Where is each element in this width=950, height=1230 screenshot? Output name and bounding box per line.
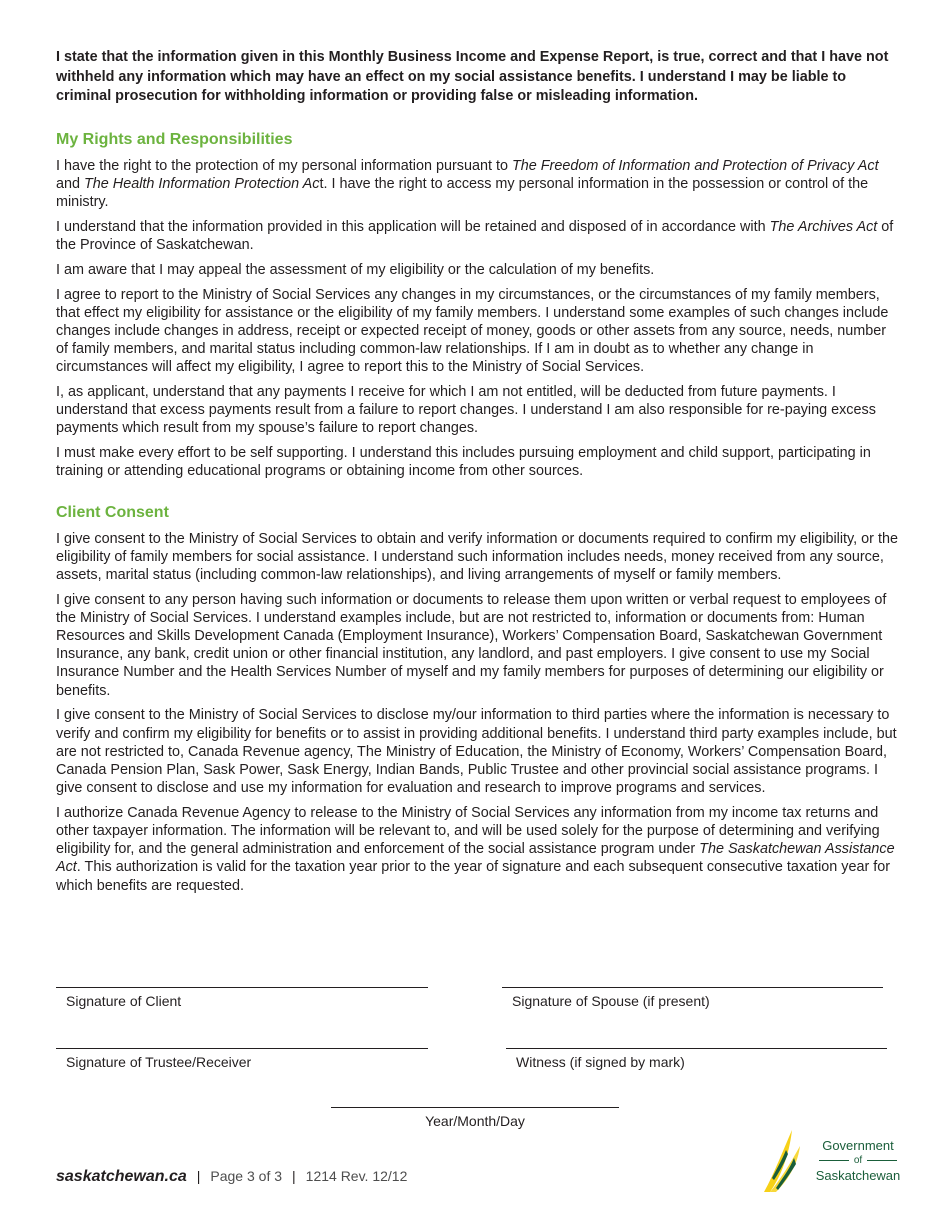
rights-section: [56, 130, 898, 481]
declaration-statement: I state that the information given in this Monthly Business Income and Expense Report, is true, correct and that I have not withheld any information which may have an effect on my social assistance benefits. I understand I may be liable to criminal prosecution for withholding information or providing false or misleading information.: [56, 49, 889, 105]
rights-paragraph-5: I, as applicant, understand that any payments I receive for which I am not entitled, will be deducted from future payments. I understand that excess payments result from a failure to report changes. I understand I am also responsible for re-paying excess payments which result from my spouse’s failure to report changes.: [56, 384, 876, 437]
consent-paragraph-3: I give consent to the Ministry of Social Services to disclose my/our information to third parties where the information is necessary to verify and confirm my eligibility for benefits or to assist in providing additional benefits. I understand third party examples include, but are not restricted to, Canada Revenue agency, The Ministry of Education, the Ministry of Economy, Workers’ Compensation Board, Canada Pension Plan, Sask Power, Sask Energy, Indian Bands, Public Trustee and other provincial social assistance programs. I give consent to disclose and use my information for evaluation and research to improve programs and services.: [56, 707, 897, 797]
wheat-sheaf-icon: [760, 1128, 806, 1194]
client-signature-label: Signature of Client: [66, 993, 182, 1009]
rights-paragraph-1: I have the right to the protection of my personal information pursuant to The Freedom of Information and Protection of Privacy Act and The Health Information Protection Act. I have the right to access my personal information in the possession or control of the ministry.: [56, 157, 879, 211]
witness-signature-label: Witness (if signed by mark): [516, 1054, 685, 1070]
client-signature-field[interactable]: [56, 987, 428, 1009]
page-number: Page 3 of 3: [210, 1168, 283, 1184]
date-field[interactable]: [331, 1107, 619, 1129]
website-link[interactable]: saskatchewan.ca: [56, 1168, 187, 1185]
footer-separator: |: [292, 1168, 296, 1184]
footer-separator: |: [196, 1168, 201, 1184]
rights-paragraph-2: I understand that the information provided in this application will be retained and disposed of in accordance with The Archives Act of the Province of Saskatchewan.: [56, 218, 894, 254]
witness-signature-field[interactable]: [506, 1048, 887, 1070]
signature-row-2: [56, 1048, 898, 1088]
date-line: [331, 1107, 619, 1108]
rights-paragraph-6: I must make every effort to be self supporting. I understand this includes pursuing employment and child support, participating in training or attending educational programs or obtaining income from other sources.: [56, 445, 871, 480]
signature-line: [56, 1048, 428, 1049]
document-body: [56, 48, 898, 901]
spouse-signature-field[interactable]: [502, 987, 883, 1009]
logo-line-1: Government: [822, 1138, 894, 1153]
consent-paragraph-4: I authorize Canada Revenue Agency to release to the Ministry of Social Services any information from my income tax returns and other taxpayer information. The information will be relevant to, and will be used solely for the purpose of determining and verifying eligibility for, and the general administration and enforcement of the social assistance program under The Saskatchewan Assistance Act. This authorization is valid for the taxation year prior to the year of signature and each subsequent consecutive taxation year for which benefits are requested.: [56, 804, 895, 894]
consent-paragraph-2: I give consent to any person having such information or documents to release them upon written or verbal request to employees of the Ministry of Social Services. I understand examples include, but are not restricted to, information or documents from: Human Resources and Skills Development Canada (Employment Insurance), Workers’ Compensation Board, Saskatchewan Government Insurance, any bank, credit union or other financial institution, any landlord, and past employers. I give consent to use my Social Insurance Number and the Health Services Number of myself and my family members for purposes of determining our eligibility or benefits.: [56, 591, 887, 699]
signature-line: [506, 1048, 887, 1049]
trustee-signature-field[interactable]: [56, 1048, 428, 1070]
signature-line: [502, 987, 883, 988]
rights-heading: My Rights and Responsibilities: [56, 130, 293, 148]
spouse-signature-label: Signature of Spouse (if present): [512, 993, 710, 1009]
signature-line: [56, 987, 428, 988]
trustee-signature-label: Signature of Trustee/Receiver: [66, 1054, 252, 1070]
government-logo: [760, 1128, 910, 1198]
rights-paragraph-4: I agree to report to the Ministry of Social Services any changes in my circumstances, or the circumstances of my family members, that effect my eligibility for assistance or the eligibility of my family members. I understand some examples of such changes include changes include changes in address, receipt or expected receipt of money, goods or other assets from any source, needs, number of family members, and marital status including common-law relationships. If I am in doubt as to whether any change in circumstances will affect my eligibility, I agree to report this to the Ministry of Social Services.: [56, 286, 889, 376]
page-footer: [56, 1168, 407, 1186]
form-number: 1214 Rev. 12/12: [305, 1168, 408, 1184]
logo-line-2: of: [808, 1153, 908, 1168]
date-label: Year/Month/Day: [425, 1113, 525, 1129]
rights-paragraph-3: I am aware that I may appeal the assessment of my eligibility or the calculation of my benefits.: [56, 261, 655, 278]
signature-row-1: [56, 987, 898, 1027]
consent-section: [56, 503, 898, 895]
consent-paragraph-1: I give consent to the Ministry of Social Services to obtain and verify information or documents required to confirm my eligibility, or the eligibility of family members for social assistance. I understand such information includes needs, money received from any source, assets, marital status (including common-law relationships), and living arrangements of myself or family members.: [56, 530, 898, 583]
logo-line-3: Saskatchewan: [815, 1168, 901, 1183]
logo-wordmark: [808, 1138, 908, 1183]
consent-heading: Client Consent: [56, 503, 169, 521]
